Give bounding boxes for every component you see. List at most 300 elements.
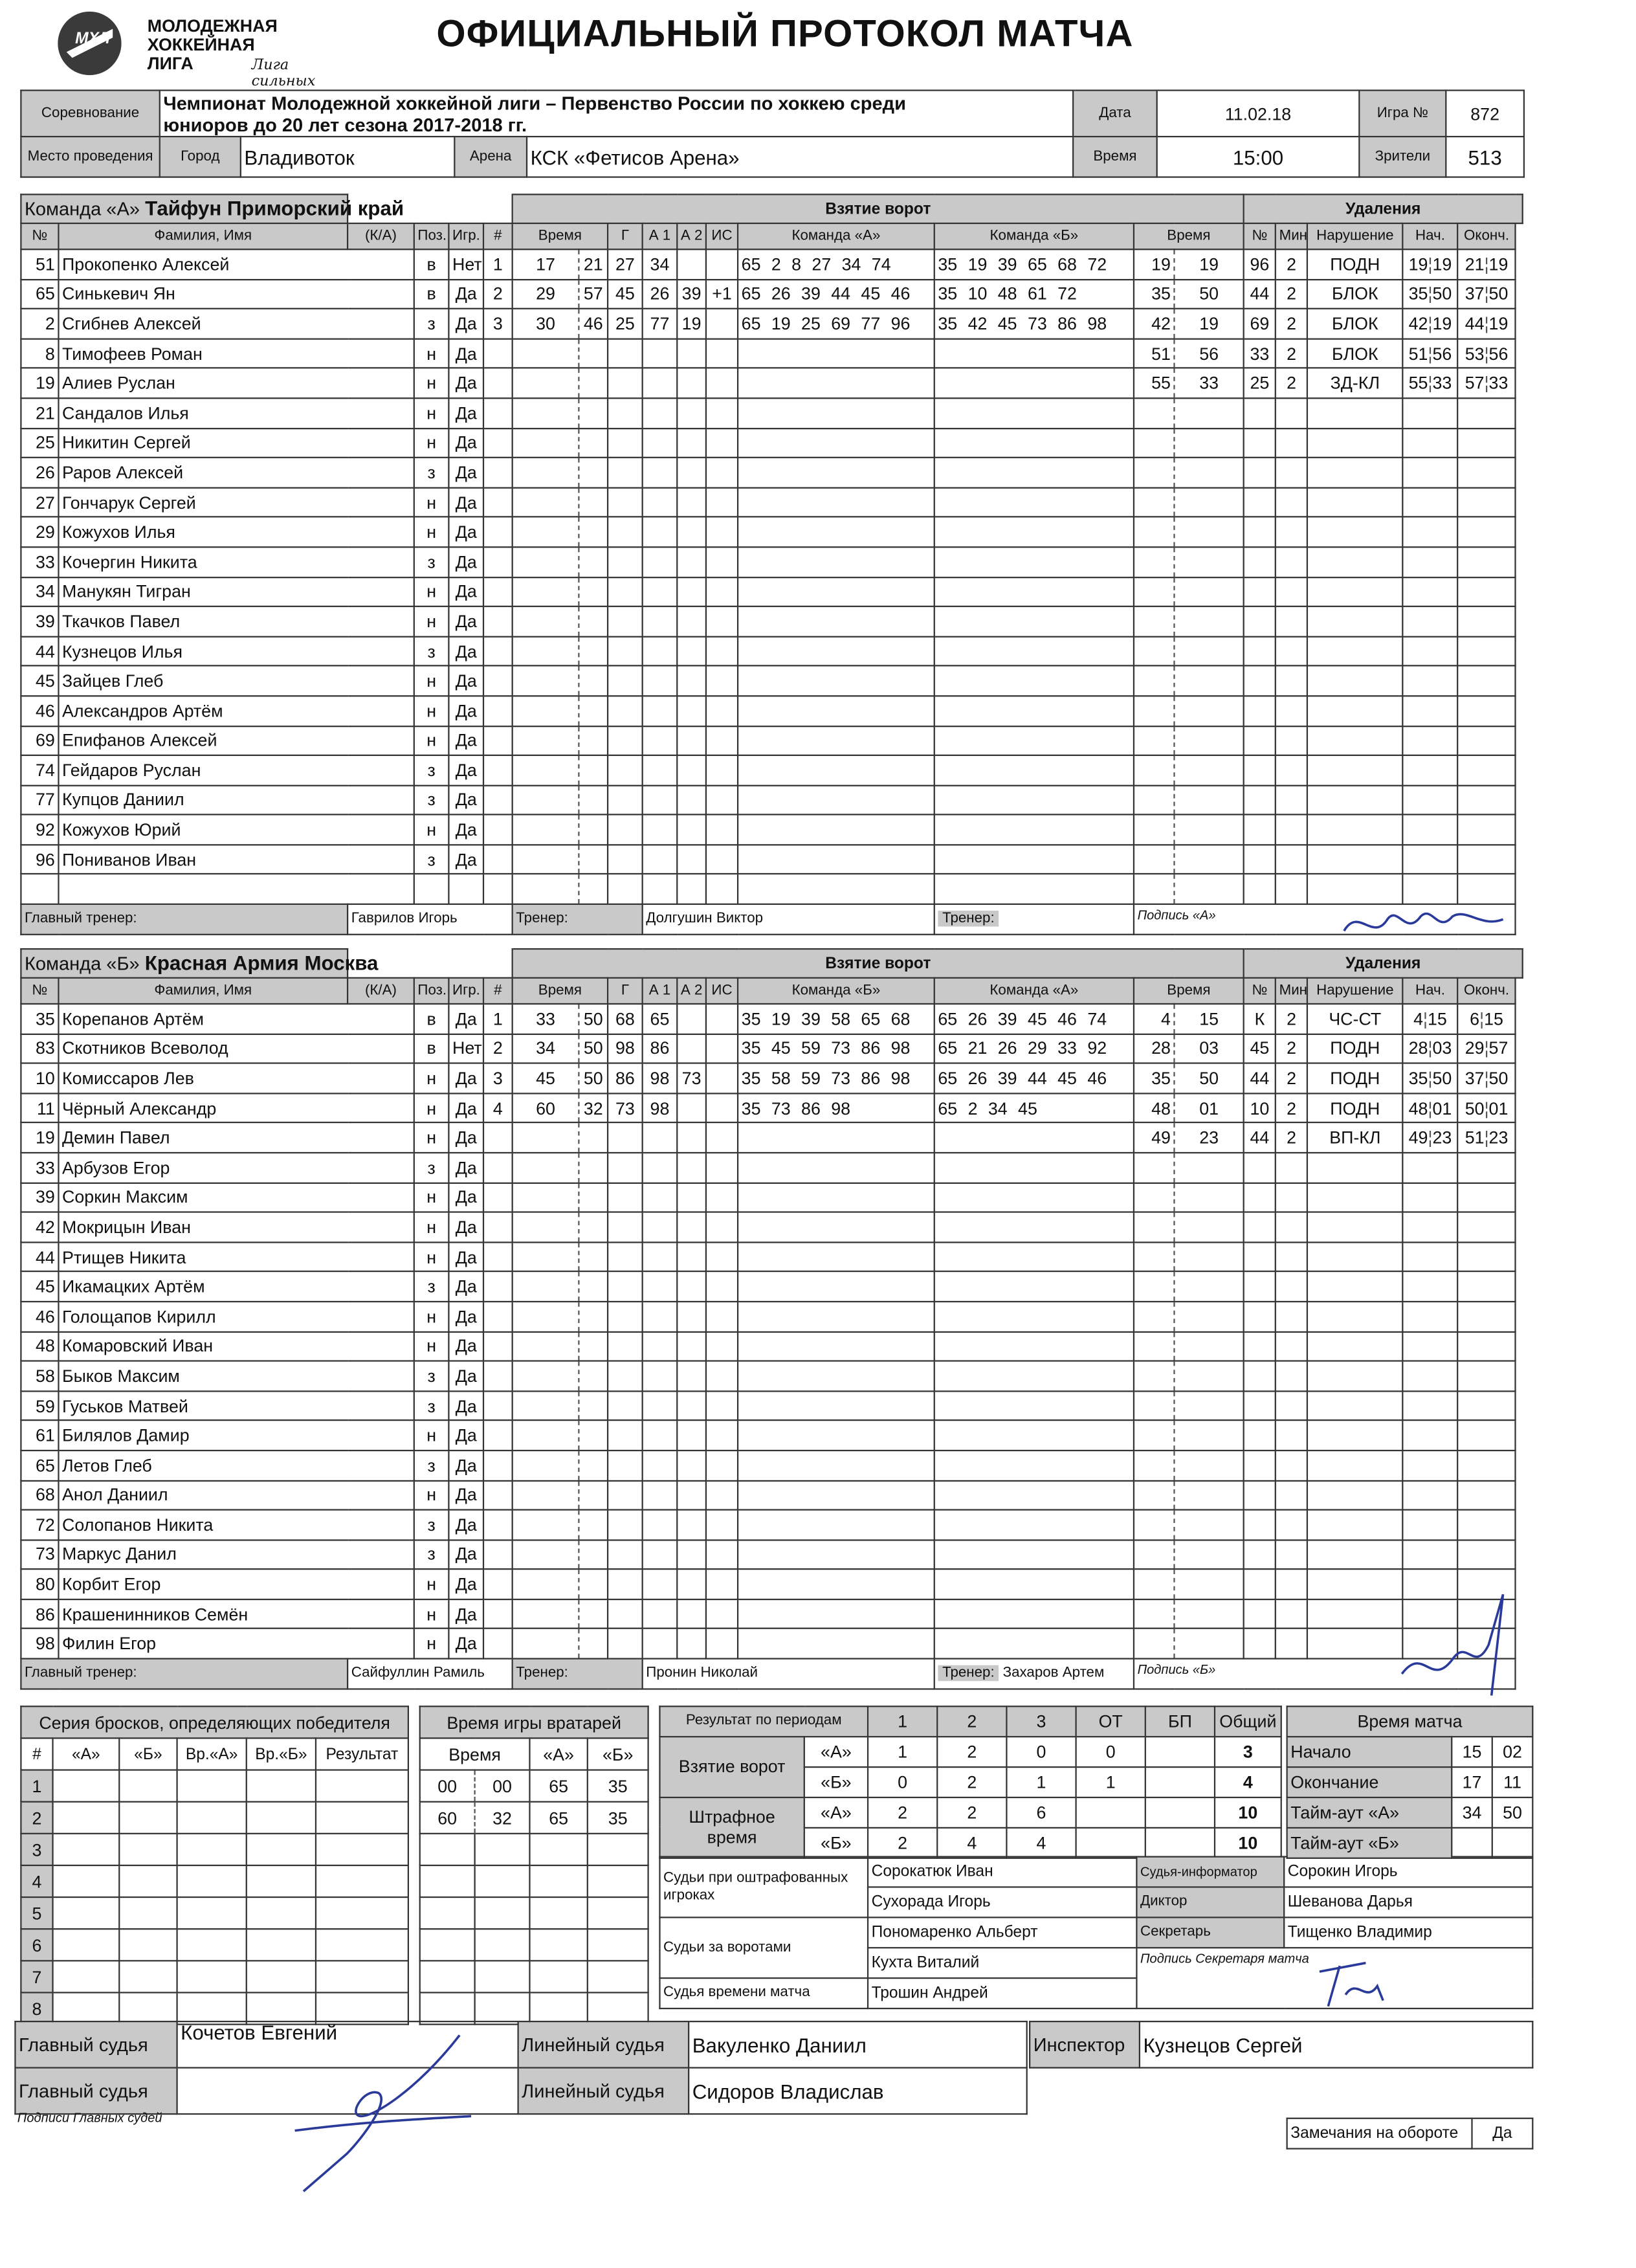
col-a2: А 2 <box>677 978 706 1004</box>
goal-assist-1: 65 <box>643 1004 678 1034</box>
col-cmd-first: Команда «А» <box>738 223 934 249</box>
player-number: 77 <box>21 785 58 815</box>
goal-number: 2 <box>483 1034 513 1063</box>
player-number: 45 <box>21 666 58 696</box>
penalty-end: 6¦15 <box>1457 1004 1515 1034</box>
player-position: н <box>414 606 449 636</box>
goal-assist-1: 26 <box>643 279 678 309</box>
period-col-ot: ОТ <box>1076 1706 1145 1736</box>
goal-scorer: 27 <box>608 249 643 279</box>
player-row <box>21 249 1522 279</box>
player-position: в <box>414 279 449 309</box>
player-name: Сандалов Илья <box>58 398 414 428</box>
penalty-end: 50¦01 <box>1457 1093 1515 1123</box>
player-row <box>21 458 1522 487</box>
player-number: 42 <box>21 1212 58 1242</box>
goal-second: 46 <box>579 309 608 339</box>
goal-scorer: 45 <box>608 279 643 309</box>
start-label: Начало <box>1287 1736 1452 1766</box>
player-name: Кожухов Юрий <box>58 815 414 845</box>
pen-b-ot <box>1076 1827 1145 1858</box>
col-name: Фамилия, Имя <box>58 978 348 1004</box>
team-a-head-coach-label: Главный тренер: <box>21 904 348 934</box>
inspector-label: Инспектор <box>1030 2021 1140 2067</box>
goal-onice-opp: 65 26 39 45 46 74 <box>934 1004 1134 1034</box>
penalty-player: 33 <box>1244 339 1276 368</box>
player-number: 21 <box>21 398 58 428</box>
player-row <box>21 1451 1522 1480</box>
col-no: № <box>21 978 58 1004</box>
col-is: ИС <box>706 978 738 1004</box>
player-played: Да <box>448 1421 483 1451</box>
player-played: Да <box>448 1272 483 1302</box>
goal-scorer: 25 <box>608 309 643 339</box>
penalty-minutes: 2 <box>1276 309 1307 339</box>
shootout-title: Серия бросков, определяющих победителя <box>21 1706 408 1738</box>
notes-value: Да <box>1472 2118 1533 2148</box>
player-name: Мокрицын Иван <box>58 1212 414 1242</box>
col-a2: А 2 <box>677 223 706 249</box>
shootout-row <box>21 1897 408 1929</box>
player-played: Да <box>448 487 483 517</box>
player-name: Быков Максим <box>58 1361 414 1391</box>
goal-onice-opp: 65 26 39 44 45 46 <box>934 1063 1134 1093</box>
player-position: з <box>414 785 449 815</box>
goal-situation <box>706 309 738 339</box>
player-played: Да <box>448 815 483 845</box>
timekeeper-value: Трошин Андрей <box>868 1978 1136 2008</box>
player-row <box>21 755 1522 785</box>
penalty-start: 19¦19 <box>1403 249 1458 279</box>
notes-label: Замечания на обороте <box>1287 2118 1472 2148</box>
player-position: з <box>414 309 449 339</box>
player-name: Анол Даниил <box>58 1480 414 1510</box>
player-name: Соркин Максим <box>58 1183 414 1212</box>
player-played: Да <box>448 279 483 309</box>
player-row <box>21 1361 1522 1391</box>
col-infr: Нарушение <box>1307 223 1402 249</box>
col-a1: А 1 <box>643 978 678 1004</box>
city-label: Город <box>160 137 241 177</box>
penalty-infraction: ВП-КЛ <box>1307 1123 1402 1153</box>
player-position: в <box>414 1034 449 1063</box>
penalty-infraction: ПОДН <box>1307 1093 1402 1123</box>
penalty-end: 57¦33 <box>1457 368 1515 398</box>
penalty-player: 25 <box>1244 368 1276 398</box>
player-number: 58 <box>21 1361 58 1391</box>
period-results-table <box>659 1706 1282 1858</box>
col-name: Фамилия, Имя <box>58 223 348 249</box>
player-name: Кожухов Илья <box>58 517 414 547</box>
player-played: Да <box>448 666 483 696</box>
match-info-table <box>20 89 1525 177</box>
pen-a-label: «А» <box>804 1797 868 1827</box>
player-position: н <box>414 815 449 845</box>
goal-minute: 33 <box>513 1004 579 1034</box>
player-row <box>21 606 1522 636</box>
shootout-row <box>21 1802 408 1834</box>
penalty-second: 19 <box>1175 309 1244 339</box>
player-played: Да <box>448 517 483 547</box>
col-cmd-second: Команда «А» <box>934 978 1134 1004</box>
player-row <box>21 1063 1522 1093</box>
player-name: Пониванов Иван <box>58 845 414 874</box>
player-played: Да <box>448 696 483 726</box>
player-name: Летов Глеб <box>58 1451 414 1480</box>
player-row <box>21 1242 1522 1272</box>
penalty-start: 55¦33 <box>1403 368 1458 398</box>
player-row <box>21 517 1522 547</box>
player-name: Никитин Сергей <box>58 428 414 458</box>
player-played: Да <box>448 1123 483 1153</box>
col-pmin: Мин <box>1276 223 1307 249</box>
player-row <box>21 785 1522 815</box>
penalty-second: 33 <box>1175 368 1244 398</box>
goals-a-ot: 0 <box>1076 1736 1145 1766</box>
player-name: Скотников Всеволод <box>58 1034 414 1063</box>
goalie-col-b: «Б» <box>588 1738 648 1770</box>
goal-onice-own: 35 73 86 98 <box>738 1093 934 1123</box>
player-played: Да <box>448 1361 483 1391</box>
start-hh: 15 <box>1452 1736 1492 1766</box>
goal-onice-own: 65 26 39 44 45 46 <box>738 279 934 309</box>
shootout-row <box>21 1961 408 1992</box>
goal-situation <box>706 249 738 279</box>
goalie-time-table <box>419 1706 649 2025</box>
goals-b-label: «Б» <box>804 1766 868 1797</box>
timeout-a-mm: 34 <box>1452 1797 1492 1827</box>
penalty-second: 56 <box>1175 339 1244 368</box>
inspector-table <box>1029 2021 1533 2069</box>
referee-signs-label: Подписи Главных судей <box>17 2110 162 2125</box>
player-row <box>21 1570 1522 1599</box>
player-played: Да <box>448 1302 483 1331</box>
player-position: н <box>414 1183 449 1212</box>
goals-a-label: «А» <box>804 1736 868 1766</box>
goals-a-p1: 1 <box>868 1736 937 1766</box>
col-start: Нач. <box>1403 978 1458 1004</box>
shootout-row-number: 5 <box>21 1897 52 1929</box>
goal-number: 2 <box>483 279 513 309</box>
officials-table <box>659 1856 1533 2009</box>
goal-onice-own: 35 58 59 73 86 98 <box>738 1063 934 1093</box>
player-position: н <box>414 1212 449 1242</box>
player-name: Маркус Данил <box>58 1540 414 1570</box>
player-name: Гуськов Матвей <box>58 1391 414 1421</box>
col-infr: Нарушение <box>1307 978 1402 1004</box>
penalty-second: 15 <box>1175 1004 1244 1034</box>
player-played: Да <box>448 755 483 785</box>
player-number: 73 <box>21 1540 58 1570</box>
player-position: н <box>414 339 449 368</box>
team-b-coach2-cell <box>934 1659 1134 1689</box>
goal-minute: 34 <box>513 1034 579 1063</box>
player-played: Да <box>448 1510 483 1540</box>
goal-second: 50 <box>579 1034 608 1063</box>
player-name: Арбузов Егор <box>58 1153 414 1183</box>
player-row <box>21 1421 1522 1451</box>
goal-situation <box>706 1034 738 1063</box>
col-is: ИС <box>706 223 738 249</box>
goals-b-p1: 0 <box>868 1766 937 1797</box>
announcer-value: Шеванова Дарья <box>1284 1887 1532 1917</box>
player-position: н <box>414 398 449 428</box>
player-played: Нет <box>448 1034 483 1063</box>
player-number: 98 <box>21 1629 58 1659</box>
player-position: з <box>414 1361 449 1391</box>
goalie-row <box>420 1802 648 1834</box>
player-number: 27 <box>21 487 58 517</box>
player-position: н <box>414 487 449 517</box>
team-b-table <box>20 948 1523 1689</box>
timeout-b-ss <box>1492 1827 1533 1858</box>
penalty-judge-1: Сорокатюк Иван <box>868 1857 1136 1887</box>
col-num: # <box>483 978 513 1004</box>
match-time-table <box>1287 1706 1534 1858</box>
player-row <box>21 1153 1522 1183</box>
player-played: Да <box>448 726 483 755</box>
shootout-row <box>21 1992 408 2024</box>
player-name: Ткачков Павел <box>58 606 414 636</box>
player-number: 19 <box>21 368 58 398</box>
goals-b-p2: 2 <box>937 1766 1006 1797</box>
player-row <box>21 1510 1522 1540</box>
player-row <box>21 398 1522 428</box>
player-position: з <box>414 458 449 487</box>
inspector-value: Кузнецов Сергей <box>1140 2021 1532 2067</box>
team-b-coach-label: Тренер: <box>513 1659 643 1689</box>
player-position: в <box>414 249 449 279</box>
goal-scorer: 98 <box>608 1034 643 1063</box>
player-number: 2 <box>21 309 58 339</box>
player-name: Билялов Дамир <box>58 1421 414 1451</box>
penalty-start: 28¦03 <box>1403 1034 1458 1063</box>
goal-assist-2 <box>677 249 706 279</box>
player-position: н <box>414 368 449 398</box>
goalie-b: 35 <box>588 1770 648 1802</box>
team-a-section <box>20 194 1523 935</box>
player-number: 29 <box>21 517 58 547</box>
city-value: Владивоток <box>241 137 455 177</box>
player-row <box>21 666 1522 696</box>
game-number-value: 872 <box>1446 91 1524 137</box>
spectators-value: 513 <box>1446 137 1524 177</box>
line-referee-1: Вакуленко Даниил <box>689 2021 1027 2067</box>
player-position: н <box>414 1480 449 1510</box>
shootout-col: Результат <box>316 1738 408 1770</box>
notes-table <box>1287 2118 1534 2149</box>
player-number: 68 <box>21 1480 58 1510</box>
penalty-minutes: 2 <box>1276 1034 1307 1063</box>
player-row <box>21 636 1522 666</box>
main-referee-label-2: Главный судья <box>15 2068 177 2114</box>
penalty-second: 03 <box>1175 1034 1244 1063</box>
col-ptime: Время <box>1134 223 1244 249</box>
player-position: з <box>414 1153 449 1183</box>
penalty-end: 37¦50 <box>1457 1063 1515 1093</box>
main-referee-label-1: Главный судья <box>15 2021 177 2067</box>
player-played: Да <box>448 368 483 398</box>
pen-b-label: «Б» <box>804 1827 868 1858</box>
team-a-goals-header: Взятие ворот <box>513 194 1244 223</box>
penalty-minute: 42 <box>1134 309 1175 339</box>
col-played: Игр. <box>448 978 483 1004</box>
col-a1: А 1 <box>643 223 678 249</box>
player-row <box>21 1004 1522 1034</box>
goal-assist-1: 86 <box>643 1034 678 1063</box>
timeout-b-mm <box>1452 1827 1492 1858</box>
col-end: Оконч. <box>1457 223 1515 249</box>
period-col-1: 1 <box>868 1706 937 1736</box>
goal-assist-1: 34 <box>643 249 678 279</box>
player-row <box>21 339 1522 368</box>
penalty-start: 42¦19 <box>1403 309 1458 339</box>
goal-number: 3 <box>483 309 513 339</box>
line-referee-label-1: Линейный судья <box>518 2021 689 2067</box>
player-position: н <box>414 428 449 458</box>
secretary-value: Тищенко Владимир <box>1284 1917 1532 1948</box>
player-number: 51 <box>21 249 58 279</box>
penalty-start: 4¦15 <box>1403 1004 1458 1034</box>
line-referee-2: Сидоров Владислав <box>689 2068 1027 2114</box>
penalty-infraction: ПОДН <box>1307 1063 1402 1093</box>
penalty-minutes: 2 <box>1276 1093 1307 1123</box>
goal-assist-2 <box>677 1034 706 1063</box>
team-b-title: Команда «Б» Красная Армия Москва <box>21 949 348 978</box>
player-name: Комиссаров Лев <box>58 1063 414 1093</box>
col-cmd-second: Команда «Б» <box>934 223 1134 249</box>
player-position: н <box>414 1570 449 1599</box>
player-name: Алиев Руслан <box>58 368 414 398</box>
goal-situation <box>706 1004 738 1034</box>
player-row <box>21 1629 1522 1659</box>
end-hh: 17 <box>1452 1766 1492 1797</box>
penalty-minutes: 2 <box>1276 368 1307 398</box>
player-played: Да <box>448 1570 483 1599</box>
penalty-minutes: 2 <box>1276 1063 1307 1093</box>
player-played: Да <box>448 1599 483 1629</box>
player-number: 46 <box>21 1302 58 1331</box>
penalty-start: 35¦50 <box>1403 1063 1458 1093</box>
player-number: 65 <box>21 279 58 309</box>
player-played: Да <box>448 606 483 636</box>
player-number: 10 <box>21 1063 58 1093</box>
player-row <box>21 428 1522 458</box>
venue-label: Место проведения <box>21 137 159 177</box>
player-played: Да <box>448 547 483 577</box>
spectators-label: Зрители <box>1359 137 1446 177</box>
player-played: Да <box>448 458 483 487</box>
goal-assist-2: 39 <box>677 279 706 309</box>
goal-minute: 30 <box>513 309 579 339</box>
col-ka: (К/А) <box>348 978 414 1004</box>
player-row <box>21 1540 1522 1570</box>
player-played: Да <box>448 1212 483 1242</box>
penalty-second: 19 <box>1175 249 1244 279</box>
player-number: 34 <box>21 577 58 606</box>
goal-number: 1 <box>483 249 513 279</box>
player-number: 33 <box>21 547 58 577</box>
team-a-sign-label: Подпись «А» <box>1137 907 1216 922</box>
goal-situation <box>706 1063 738 1093</box>
player-played: Да <box>448 1451 483 1480</box>
pen-a-p3: 6 <box>1006 1797 1076 1827</box>
pen-b-p3: 4 <box>1006 1827 1076 1858</box>
goal-judge-1: Пономаренко Альберт <box>868 1917 1136 1948</box>
player-number: 65 <box>21 1451 58 1480</box>
period-col-bp: БП <box>1145 1706 1215 1736</box>
penalty-infraction: ПОДН <box>1307 1034 1402 1063</box>
player-name: Прокопенко Алексей <box>58 249 414 279</box>
player-name: Филин Егор <box>58 1629 414 1659</box>
team-a-coach-label: Тренер: <box>513 904 643 934</box>
team-b-head-coach-label: Главный тренер: <box>21 1659 348 1689</box>
col-pos: Поз. <box>414 223 449 249</box>
shootout-table <box>20 1706 409 2025</box>
player-position: з <box>414 1451 449 1480</box>
line-referee-label-2: Линейный судья <box>518 2068 689 2114</box>
end-mm: 11 <box>1492 1766 1533 1797</box>
player-position: н <box>414 1242 449 1272</box>
penalty-end: 37¦50 <box>1457 279 1515 309</box>
shootout-row <box>21 1865 408 1897</box>
goalie-col-a: «А» <box>529 1738 587 1770</box>
player-position: з <box>414 1272 449 1302</box>
team-a-table <box>20 194 1523 935</box>
penalty-infraction: ПОДН <box>1307 249 1402 279</box>
penalty-end: 53¦56 <box>1457 339 1515 368</box>
player-number: 92 <box>21 815 58 845</box>
team-b-sign-label: Подпись «Б» <box>1137 1662 1216 1677</box>
goal-second: 57 <box>579 279 608 309</box>
info-judge-value: Сорокин Игорь <box>1284 1857 1532 1887</box>
player-name: Чёрный Александр <box>58 1093 414 1123</box>
penalty-infraction: ЧС-СТ <box>1307 1004 1402 1034</box>
player-number: 8 <box>21 339 58 368</box>
player-position: н <box>414 517 449 547</box>
player-position: з <box>414 755 449 785</box>
goal-onice-opp: 65 2 34 45 <box>934 1093 1134 1123</box>
match-time-title: Время матча <box>1287 1706 1533 1736</box>
player-number: 48 <box>21 1331 58 1361</box>
goal-scorer: 86 <box>608 1063 643 1093</box>
team-b-signature-icon <box>1387 1587 1525 1703</box>
col-ka: (К/А) <box>348 223 414 249</box>
col-start: Нач. <box>1403 223 1458 249</box>
goalie-minute: 60 <box>420 1802 475 1834</box>
player-position: з <box>414 1540 449 1570</box>
pen-a-ot <box>1076 1797 1145 1827</box>
penalty-start: 48¦01 <box>1403 1093 1458 1123</box>
player-name: Гейдаров Руслан <box>58 755 414 785</box>
info-judge-label: Судья-информатор <box>1136 1857 1284 1887</box>
player-position: н <box>414 1629 449 1659</box>
player-row <box>21 845 1522 874</box>
player-played: Да <box>448 636 483 666</box>
shootout-row-number: 1 <box>21 1770 52 1802</box>
penalty-start: 35¦50 <box>1403 279 1458 309</box>
player-position: з <box>414 636 449 666</box>
col-pno: № <box>1244 978 1276 1004</box>
player-name: Раров Алексей <box>58 458 414 487</box>
goal-minute: 60 <box>513 1093 579 1123</box>
col-pos: Поз. <box>414 978 449 1004</box>
penalty-end: 51¦23 <box>1457 1123 1515 1153</box>
penalty-start: 51¦56 <box>1403 339 1458 368</box>
player-name: Корепанов Артём <box>58 1004 414 1034</box>
goal-scorer: 68 <box>608 1004 643 1034</box>
goals-a-total: 3 <box>1215 1736 1281 1766</box>
